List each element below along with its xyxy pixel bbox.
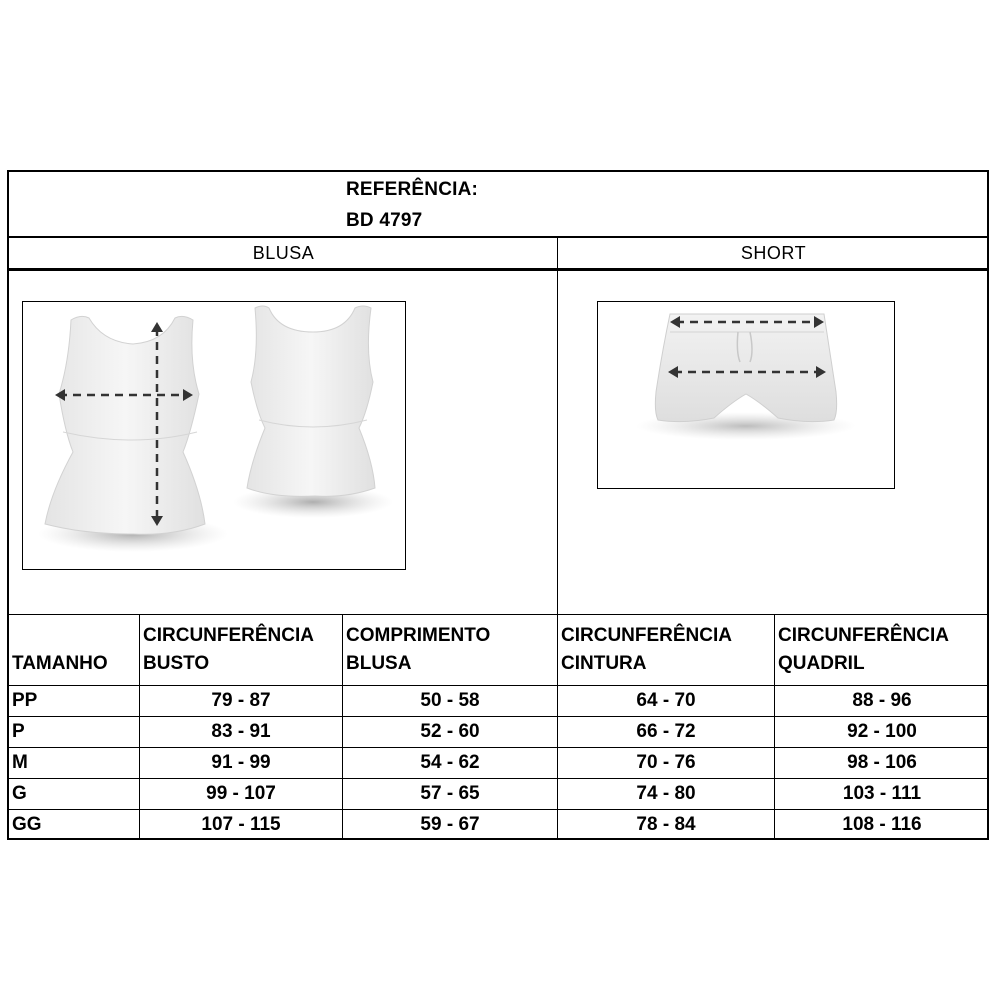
cell-busto: 79 - 87 [211, 690, 271, 711]
reference-code: BD 4797 [346, 210, 423, 231]
short-illustration [597, 301, 895, 489]
section-title-short: SHORT [558, 238, 989, 271]
cell-cintura: 64 - 70 [636, 690, 696, 711]
cell-cintura: 74 - 80 [636, 783, 696, 804]
cell-busto: 99 - 107 [206, 783, 276, 804]
cell-busto: 91 - 99 [211, 752, 271, 773]
cell-quadril: 88 - 96 [852, 690, 912, 711]
blusa-illustration [22, 301, 406, 570]
tank-top-image [23, 302, 405, 569]
cell-quadril: 108 - 116 [842, 814, 922, 835]
cell-cintura: 70 - 76 [636, 752, 696, 773]
cell-cintura: 66 - 72 [636, 721, 696, 742]
header-tamanho: TAMANHO [12, 653, 108, 674]
cell-size: G [12, 783, 27, 804]
cell-quadril: 92 - 100 [847, 721, 917, 742]
header-busto: CIRCUNFERÊNCIA BUSTO [143, 625, 314, 674]
cell-comprimento: 59 - 67 [420, 814, 480, 835]
cell-size: M [12, 752, 28, 773]
garment-images-row [9, 271, 987, 615]
table-row [9, 748, 987, 779]
cell-quadril: 103 - 111 [842, 783, 922, 804]
header-cintura: CIRCUNFERÊNCIA CINTURA [561, 625, 732, 674]
header-comprimento: COMPRIMENTO BLUSA [346, 625, 491, 674]
reference-label: REFERÊNCIA: [346, 179, 479, 200]
cell-comprimento: 54 - 62 [420, 752, 480, 773]
shorts-image [598, 302, 894, 488]
cell-size: PP [12, 690, 38, 711]
cell-comprimento: 52 - 60 [420, 721, 480, 742]
section-title-blusa: BLUSA [9, 238, 558, 271]
cell-cintura: 78 - 84 [636, 814, 696, 835]
cell-size: GG [12, 814, 42, 835]
table-header-row [9, 615, 987, 686]
size-chart-sheet [7, 170, 989, 840]
cell-comprimento: 57 - 65 [420, 783, 480, 804]
table-row [9, 779, 987, 810]
cell-comprimento: 50 - 58 [420, 690, 480, 711]
header-quadril: CIRCUNFERÊNCIA QUADRIL [778, 625, 949, 674]
cell-quadril: 98 - 106 [847, 752, 917, 773]
table-row [9, 717, 987, 748]
cell-busto: 83 - 91 [211, 721, 271, 742]
cell-size: P [12, 721, 25, 742]
table-row [9, 686, 987, 717]
cell-busto: 107 - 115 [201, 814, 281, 835]
reference-header [9, 172, 987, 238]
table-row [9, 810, 987, 841]
